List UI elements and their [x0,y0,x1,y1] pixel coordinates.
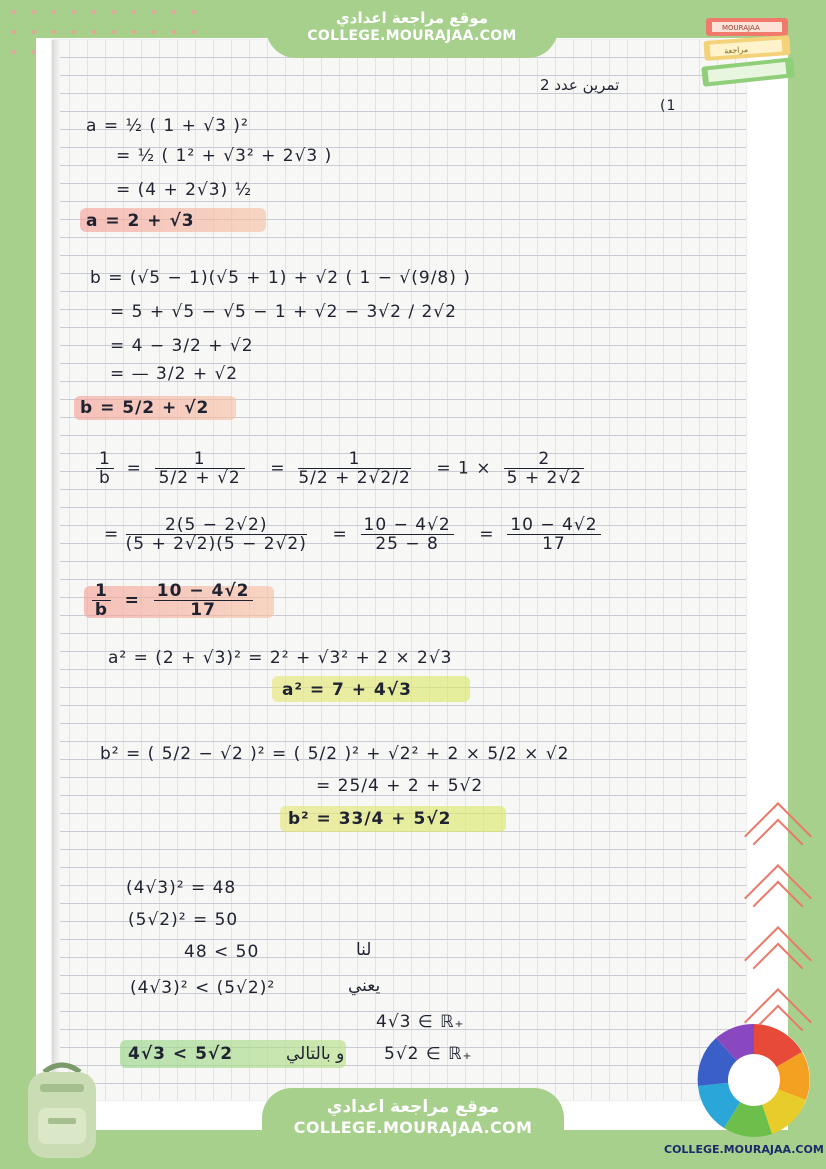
compare-result: 4√3 < 5√2 [128,1044,234,1064]
b-sq-line-1: b² = ( 5/2 − √2 )² = ( 5/2 )² + √2² + 2 × 5/2 × √2 [100,744,570,764]
inv-b-result-frac: $\frac{10 - 4√2}{17}$ [154,582,253,619]
b-line-3: = 4 − 3/2 + √2 [110,336,254,356]
part-number: (1 [660,98,677,114]
b-sq-line-2: = 25/4 + 2 + 5√2 [316,776,484,796]
b-line-4: = — 3/2 + √2 [110,364,239,384]
a-sq-line-1: a² = (2 + √3)² = 2² + √3² + 2 × 2√3 [108,648,453,668]
backpack-icon [14,1058,110,1162]
compare-word-since: لنا [356,940,372,960]
header-site-name: موقع مراجعة اعدادي [336,9,488,27]
compare-line-5: 4√3 ∈ ℝ₊ [376,1012,465,1032]
inv-b-result: $\frac{1}{b}$ = $\frac{10 - 4√2}{17}$ [92,582,253,619]
books-icon [700,14,804,96]
a-result: a = 2 + √3 [86,211,195,231]
inv-b-line-2: = $\frac{2(5 - 2√2)}{(5 + 2√2)(5 - 2√2)}$ = $\frac{10 - 4√2}{25 - 8}$ = $\frac{10 - 4√2}{17}$ [104,516,601,553]
inv-b-frac-4: $\frac{2(5 - 2√2)}{(5 + 2√2)(5 - 2√2)}$ [125,515,307,554]
compare-line-3: 48 < 50 [184,942,260,962]
inv-b-frac-3: $\frac{2}{5 + 2√2}$ [504,450,584,487]
inv-b-lhs: $\frac{1}{b}$ [96,450,114,487]
footer-site-url[interactable]: COLLEGE.MOURAJAA.COM [293,1118,533,1137]
compare-line-1: (4√3)² = 48 [126,878,237,898]
header-site-url[interactable]: COLLEGE.MOURAJAA.COM [307,28,517,44]
inv-b-frac-6: $\frac{10 - 4√2}{17}$ [507,516,600,553]
header-banner [266,0,558,58]
b-result: b = 5/2 + √2 [80,398,210,418]
compare-line-6: 5√2 ∈ ℝ₊ [384,1044,473,1064]
b-line-2: = 5 + √5 − √5 − 1 + √2 − 3√2 / 2√2 [110,302,457,322]
b-sq-result: b² = 33/4 + 5√2 [288,809,452,829]
inv-b-frac-5: $\frac{10 - 4√2}{25 - 8}$ [361,516,454,553]
page-binding [52,40,60,1100]
book-spine-2: مراجعة [723,44,749,56]
footer-banner [262,1088,564,1150]
exercise-title: تمرين عدد 2 [540,76,620,94]
footer-brand-url[interactable]: COLLEGE.MOURAJAA.COM [664,1143,824,1156]
b-line-1: b = (√5 − 1)(√5 + 1) + √2 ( 1 − √(9/8) ) [90,268,471,288]
a-line-1: a = ½ ( 1 + √3 )² [86,116,249,136]
compare-word-means: يعني [348,976,381,996]
inv-b-frac-2: $\frac{1}{5/2 + 2√2/2}$ [298,449,411,488]
a-line-2: = ½ ( 1² + √3² + 2√3 ) [116,146,333,166]
compare-line-4: (4√3)² < (5√2)² [130,978,276,998]
compare-word-therefore: و بالتالي [286,1044,345,1064]
a-sq-result: a² = 7 + 4√3 [282,680,412,700]
inv-b-frac-1: $\frac{1}{5/2 + √2}$ [155,450,245,487]
footer-site-name: موقع مراجعة اعدادي [326,1097,500,1117]
inv-b-line-1: $\frac{1}{b}$ = $\frac{1}{5/2 + √2}$ = $\frac{1}{5/2 + 2√2/2}$ = 1 × $\frac{2}{5 + 2√2}$ [96,450,584,487]
education-wheel-logo [694,1020,814,1140]
a-line-3: = (4 + 2√3) ½ [116,180,253,200]
book-spine-1: MOURAJAA [722,24,760,32]
compare-line-2: (5√2)² = 50 [128,910,239,930]
